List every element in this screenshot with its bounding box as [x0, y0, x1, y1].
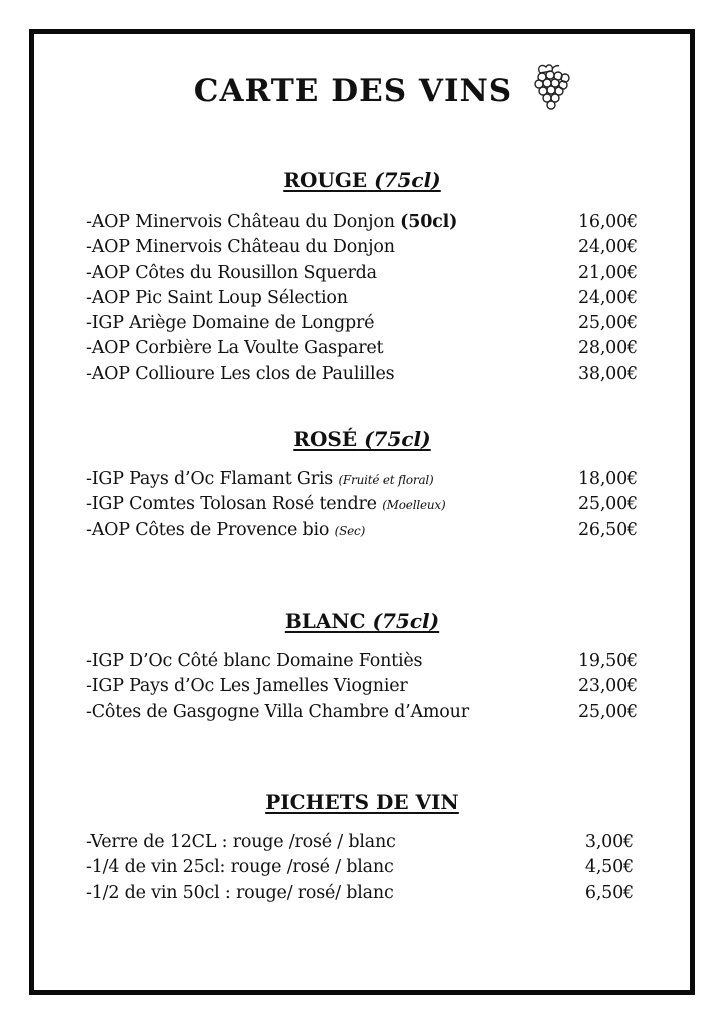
- rouge-wine-list: [86, 212, 638, 389]
- list-item: [86, 237, 638, 262]
- section-title-rose: [0, 427, 724, 451]
- wine-price: 26,50€: [577, 519, 638, 540]
- wine-volume-note: (50cl): [400, 212, 458, 232]
- section-title-rouge: [0, 168, 724, 192]
- pitcher-price: 6,50€: [584, 882, 634, 903]
- grapes-icon: [530, 63, 570, 111]
- wine-price: 38,00€: [577, 363, 638, 384]
- wine-price: 28,00€: [577, 338, 638, 359]
- section-name: ROUGE: [283, 168, 368, 192]
- list-item: [86, 520, 638, 545]
- pitcher-name: -1/2 de vin 50cl : rouge/ rosé/ blanc: [86, 882, 394, 903]
- list-item: [86, 288, 638, 313]
- section-title-blanc: [0, 609, 724, 633]
- section-name: PICHETS DE VIN: [265, 790, 459, 814]
- wine-taste-note: (Moelleux): [382, 498, 446, 513]
- list-item: [86, 313, 638, 338]
- section-volume: (75cl): [374, 168, 441, 192]
- wine-price: 24,00€: [577, 287, 638, 308]
- wine-name: -IGP Comtes Tolosan Rosé tendre: [86, 494, 377, 515]
- section-volume: (75cl): [364, 427, 431, 451]
- list-item: [86, 832, 634, 857]
- list-item: [86, 263, 638, 288]
- wine-price: 25,00€: [577, 701, 638, 722]
- section-volume: (75cl): [372, 609, 440, 633]
- wine-name: -AOP Côtes du Rousillon Squerda: [86, 262, 377, 283]
- list-item: [86, 212, 638, 237]
- wine-price: 18,00€: [577, 469, 638, 489]
- pitcher-price: 4,50€: [584, 857, 634, 878]
- list-item: [86, 364, 638, 389]
- wine-name: -IGP Pays d’Oc Les Jamelles Viognier: [86, 676, 408, 697]
- list-item: [86, 651, 638, 676]
- menu-title: CARTE DES VINS: [193, 73, 513, 109]
- pitcher-name: -Verre de 12CL : rouge /rosé / blanc: [86, 832, 396, 852]
- list-item: [86, 494, 638, 519]
- blanc-wine-list: [86, 651, 638, 727]
- section-name: BLANC: [284, 609, 366, 633]
- wine-price: 25,00€: [577, 313, 638, 334]
- wine-name: -AOP Minervois Château du Donjon: [86, 237, 395, 258]
- pitcher-price: 3,00€: [584, 832, 634, 852]
- wine-name: -AOP Minervois Château du Donjon: [86, 212, 395, 232]
- section-name: ROSÉ: [293, 427, 358, 451]
- menu-header: [0, 66, 724, 116]
- wine-name: -AOP Collioure Les clos de Paulilles: [86, 363, 395, 384]
- wine-name: -IGP D’Oc Côté blanc Domaine Fontiès: [86, 651, 423, 671]
- wine-price: 25,00€: [577, 494, 638, 515]
- pitcher-name: -1/4 de vin 25cl: rouge /rosé / blanc: [86, 857, 394, 878]
- wine-name: -AOP Côtes de Provence bio: [86, 519, 330, 540]
- wine-taste-note: (Sec): [334, 523, 366, 538]
- wine-price: 24,00€: [577, 237, 638, 258]
- list-item: [86, 469, 638, 494]
- list-item: [86, 702, 638, 727]
- wine-name: -IGP Pays d’Oc Flamant Gris: [86, 469, 334, 489]
- wine-name: -AOP Corbière La Voulte Gasparet: [86, 338, 384, 359]
- section-title-pichets: [0, 790, 724, 814]
- list-item: [86, 857, 634, 882]
- wine-taste-note: (Fruité et floral): [338, 473, 434, 487]
- wine-name: -AOP Pic Saint Loup Sélection: [86, 287, 348, 308]
- list-item: [86, 883, 634, 908]
- pichets-list: [86, 832, 634, 908]
- list-item: [86, 676, 638, 701]
- wine-name: -IGP Ariège Domaine de Longpré: [86, 313, 375, 334]
- wine-name: -Côtes de Gasgogne Villa Chambre d’Amour: [86, 701, 469, 722]
- wine-price: 23,00€: [577, 676, 638, 697]
- rose-wine-list: [86, 469, 638, 545]
- wine-price: 21,00€: [577, 262, 638, 283]
- wine-price: 16,00€: [577, 212, 638, 232]
- wine-price: 19,50€: [577, 651, 638, 671]
- list-item: [86, 338, 638, 363]
